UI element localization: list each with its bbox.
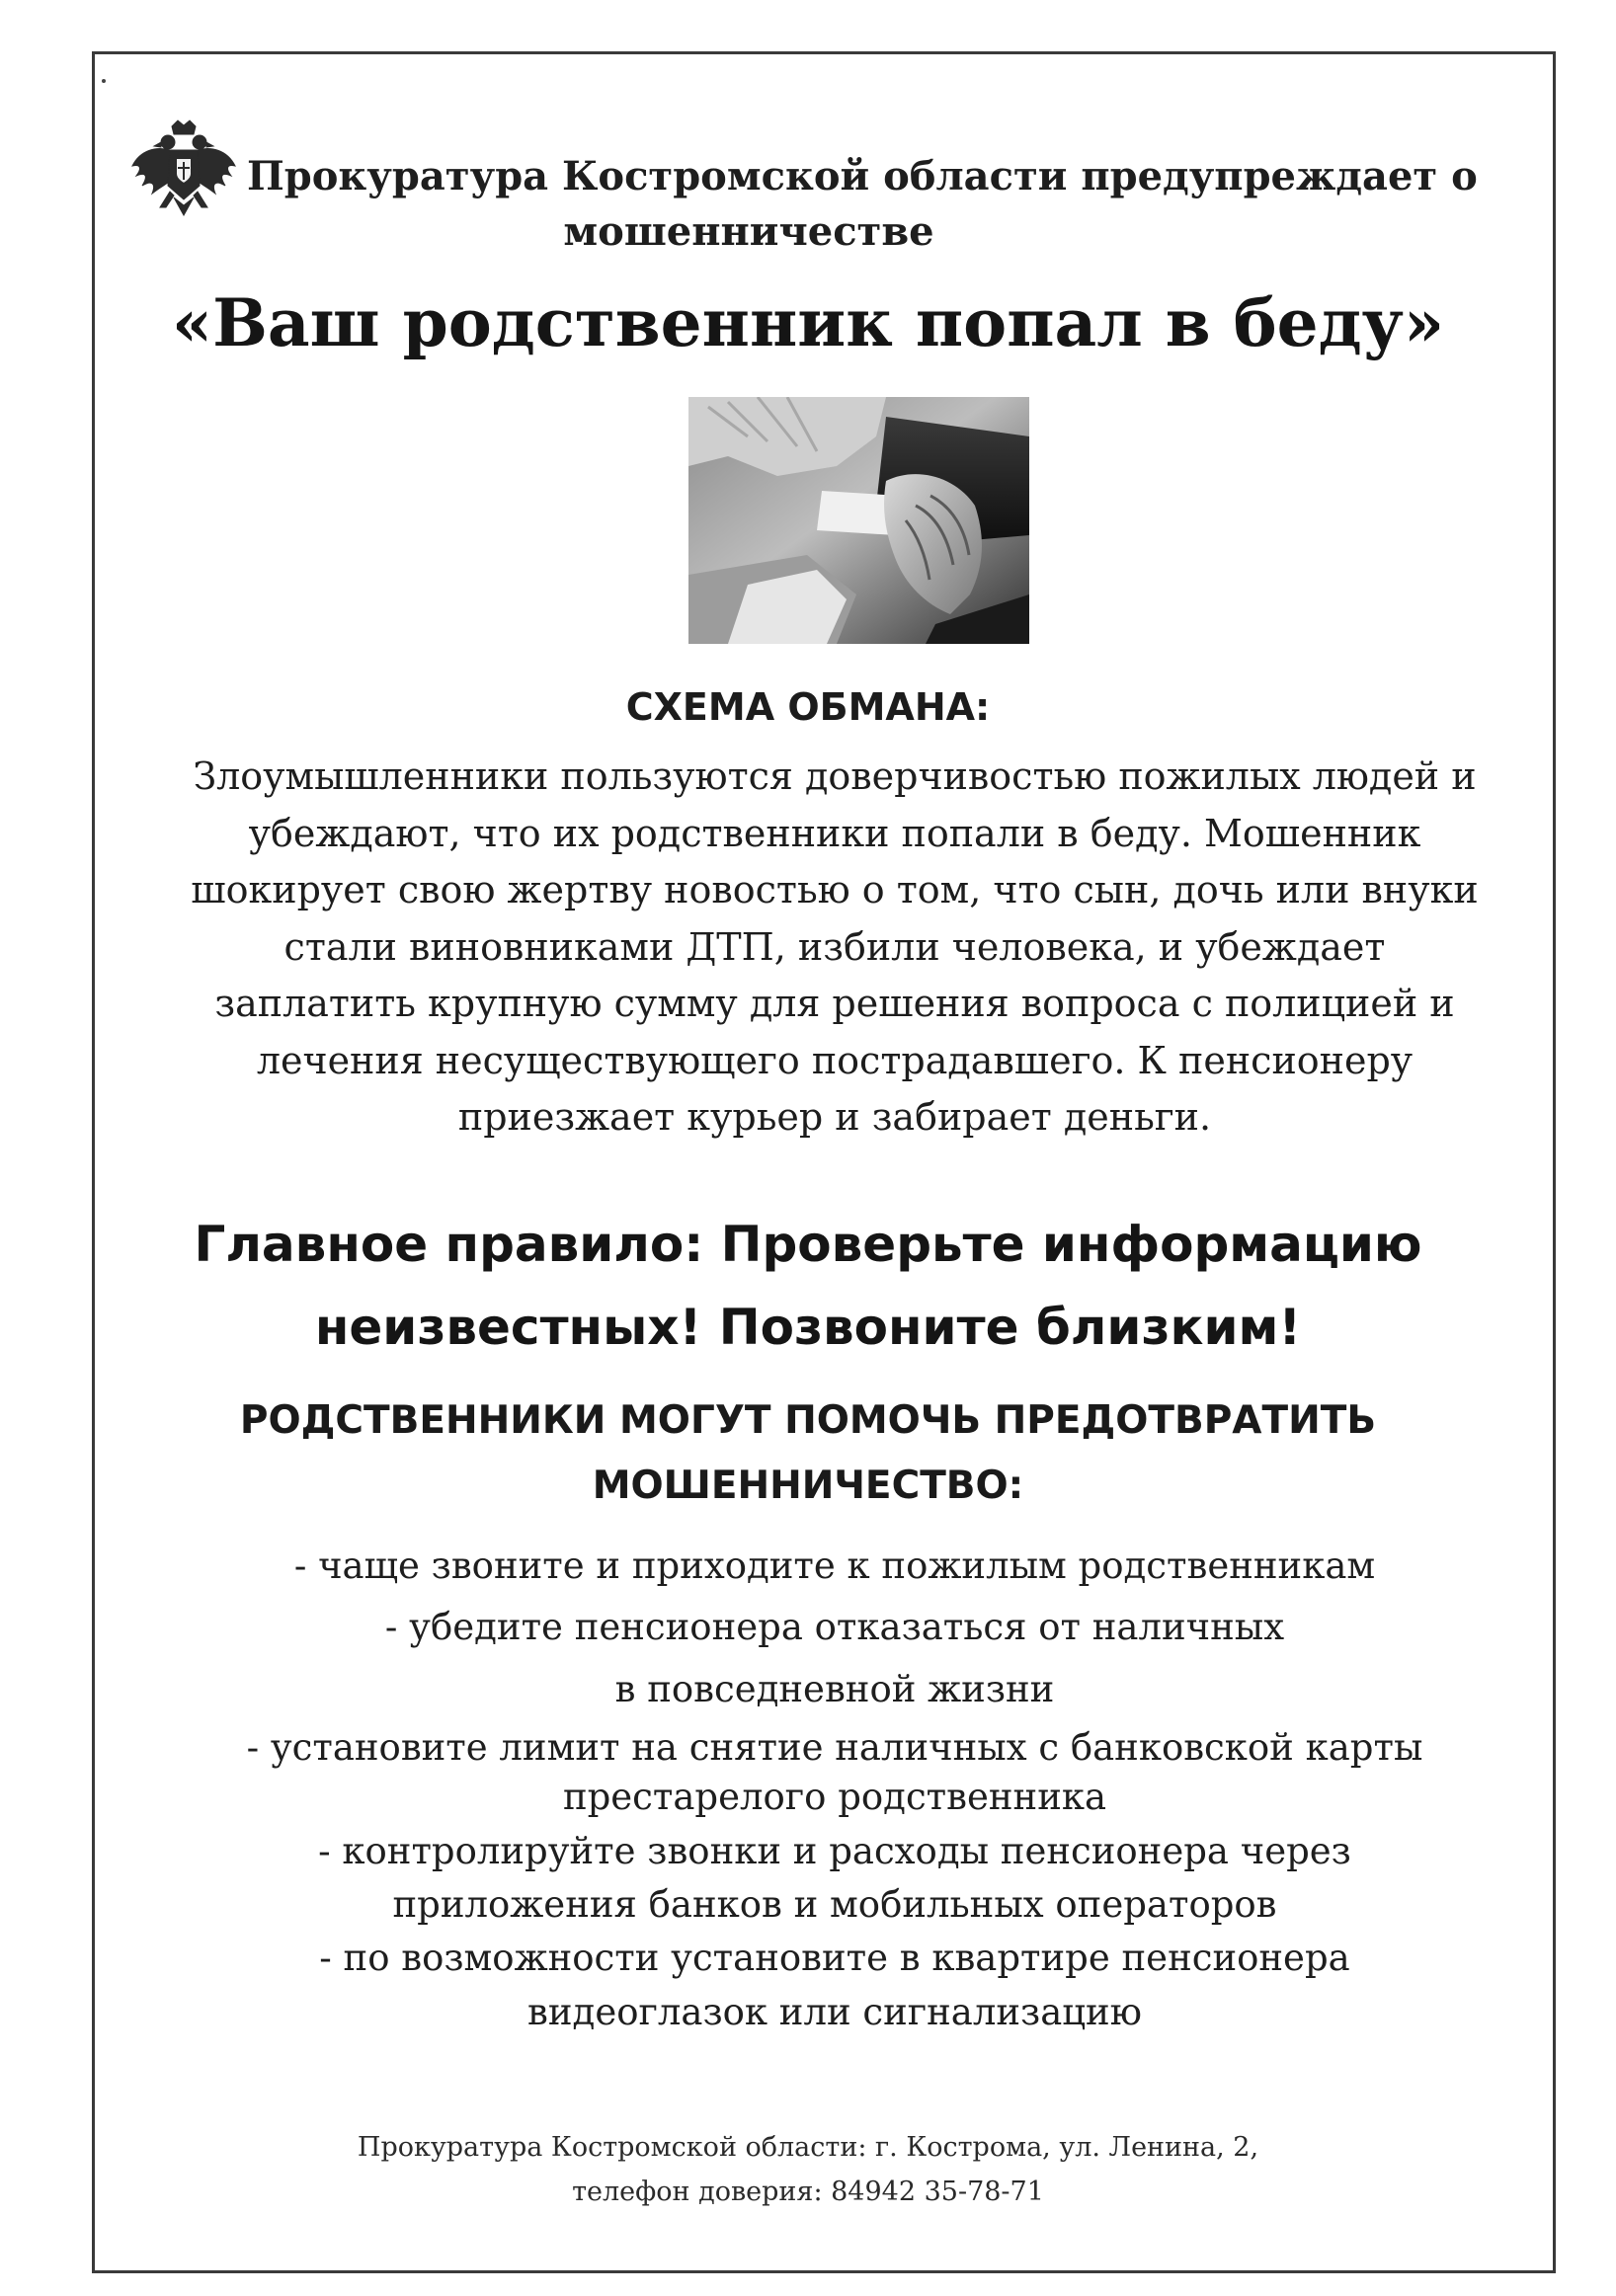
scheme-line: шокирует свою жертву новостью о том, что сын, дочь или внуки — [191, 868, 1479, 911]
scheme-line: Злоумышленники пользуются доверчивостью пожилых людей и — [193, 754, 1477, 798]
tip-item: - контролируйте звонки и расходы пенсионера через — [318, 1830, 1351, 1872]
tip-item: видеоглазок или сигнализацию — [527, 1991, 1142, 2033]
footer-phone: телефон доверия: 84942 35-78-71 — [572, 2177, 1044, 2207]
tip-item: - убедите пенсионера отказаться от наличных — [384, 1606, 1285, 1648]
scheme-line: лечения несуществующего пострадавшего. К пенсионеру — [256, 1038, 1414, 1082]
tips-list — [109, 1536, 1561, 2035]
relatives-heading-line-1: РОДСТВЕННИКИ МОГУТ ПОМОЧЬ ПРЕДОТВРАТИТЬ — [239, 1398, 1377, 1443]
relatives-heading-line-2: МОШЕННИЧЕСТВО: — [592, 1464, 1024, 1508]
tip-item: в повседневной жизни — [614, 1668, 1055, 1710]
scan-mark — [102, 79, 106, 83]
tip-item: приложения банков и мобильных операторов — [392, 1883, 1277, 1926]
tip-item: - чаще звоните и приходите к пожилым родственникам — [293, 1544, 1376, 1587]
tip-item: престарелого родственника — [562, 1776, 1107, 1818]
footer-address: Прокуратура Костромской области: г. Кострома, ул. Ленина, 2, — [357, 2132, 1259, 2163]
scheme-description — [109, 749, 1561, 1147]
header-line-1: Прокуратура Костромской области предупреждает о — [247, 153, 1478, 199]
main-rule — [0, 1203, 1616, 1369]
footer-contacts — [0, 2125, 1616, 2214]
scheme-line: стали виновниками ДТП, избили человека, и убеждает — [283, 924, 1386, 969]
main-rule-line-2: неизвестных! Позвоните близким! — [314, 1299, 1302, 1356]
scheme-title: СХЕМА ОБМАНА: — [625, 685, 991, 729]
scheme-line: приезжает курьер и забирает деньги. — [457, 1095, 1212, 1139]
header-line-2: мошенничестве — [563, 208, 934, 255]
relatives-heading — [0, 1388, 1616, 1519]
page-title: «Ваш родственник попал в беду» — [171, 284, 1445, 361]
scheme-line: убеждают, что их родственники попали в беду. Мошенник — [248, 811, 1421, 855]
main-rule-line-1: Главное правило: Проверьте информацию — [194, 1216, 1422, 1273]
tip-item: - по возможности установите в квартире пенсионера — [319, 1937, 1350, 1979]
elderly-hand-holding-phone-photo — [688, 397, 1029, 644]
scheme-line: заплатить крупную сумму для решения вопроса с полицией и — [214, 982, 1455, 1025]
tip-item: - установите лимит на снятие наличных с банковской карты — [246, 1726, 1423, 1769]
